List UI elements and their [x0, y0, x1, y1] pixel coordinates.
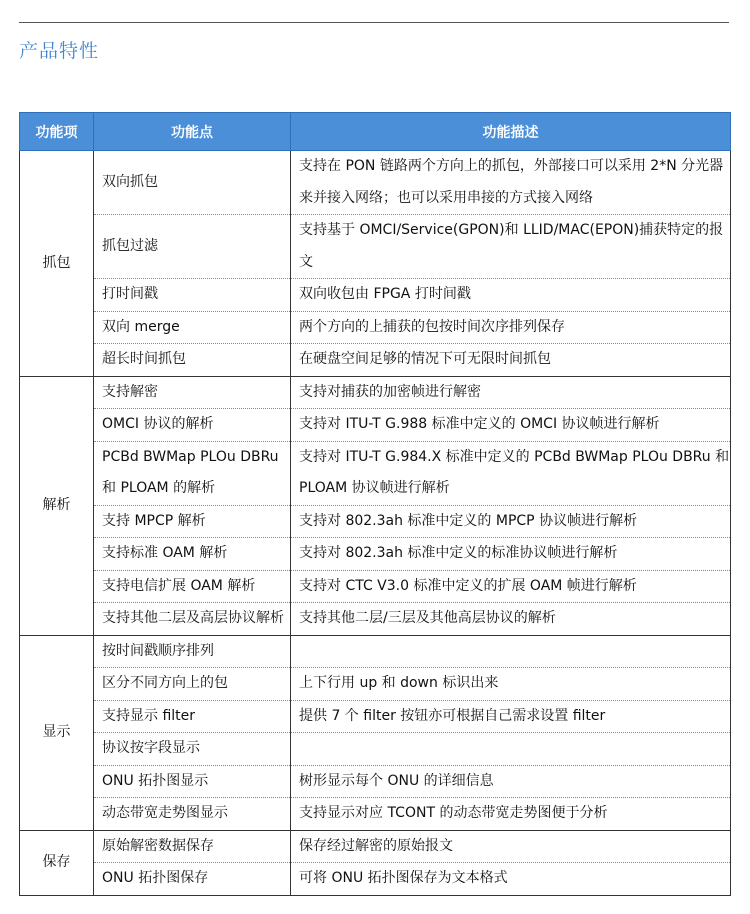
description-cell: 支持其他二层/三层及其他高层协议的解析: [291, 603, 731, 636]
table-row: [20, 863, 731, 896]
feature-cell: 双向 merge: [94, 311, 291, 344]
top-divider: [19, 22, 729, 23]
description-cell: 上下行用 up 和 down 标识出来: [291, 668, 731, 701]
table-row: [20, 151, 731, 215]
feature-cell: 双向抓包: [94, 151, 291, 215]
feature-cell: OMCI 协议的解析: [94, 409, 291, 442]
table-row: [20, 733, 731, 766]
description-cell: 两个方向的上捕获的包按时间次序排列保存: [291, 311, 731, 344]
feature-cell: 支持解密: [94, 376, 291, 409]
description-cell: 支持显示对应 TCONT 的动态带宽走势图便于分析: [291, 798, 731, 831]
description-cell: [291, 733, 731, 766]
description-cell: 支持对 ITU-T G.984.X 标准中定义的 PCBd BWMap PLOu DBRu 和 PLOAM 协议帧进行解析: [291, 441, 731, 505]
feature-cell: 超长时间抓包: [94, 344, 291, 377]
table-header-row: [20, 113, 731, 151]
category-cell: 抓包: [20, 151, 94, 377]
category-cell: 显示: [20, 635, 94, 830]
category-cell: 解析: [20, 376, 94, 635]
description-cell: 支持对 802.3ah 标准中定义的 MPCP 协议帧进行解析: [291, 505, 731, 538]
table-row: [20, 409, 731, 442]
description-cell: 支持对 CTC V3.0 标准中定义的扩展 OAM 帧进行解析: [291, 570, 731, 603]
feature-cell: 支持其他二层及高层协议解析: [94, 603, 291, 636]
table-row: [20, 538, 731, 571]
table-row: [20, 765, 731, 798]
category-cell: 保存: [20, 830, 94, 895]
feature-cell: 协议按字段显示: [94, 733, 291, 766]
feature-cell: 支持电信扩展 OAM 解析: [94, 570, 291, 603]
description-cell: 双向收包由 FPGA 打时间戳: [291, 279, 731, 312]
description-cell: 支持对 802.3ah 标准中定义的标准协议帧进行解析: [291, 538, 731, 571]
feature-cell: 支持标准 OAM 解析: [94, 538, 291, 571]
header-category: 功能项: [20, 113, 94, 151]
table-row: [20, 830, 731, 863]
table-row: [20, 344, 731, 377]
table-row: [20, 279, 731, 312]
feature-cell: ONU 拓扑图显示: [94, 765, 291, 798]
feature-cell: 区分不同方向上的包: [94, 668, 291, 701]
header-feature: 功能点: [94, 113, 291, 151]
table-row: [20, 700, 731, 733]
section-title: 产品特性: [19, 40, 100, 62]
description-cell: 保存经过解密的原始报文: [291, 830, 731, 863]
feature-cell: PCBd BWMap PLOu DBRu 和 PLOAM 的解析: [94, 441, 291, 505]
description-cell: 可将 ONU 拓扑图保存为文本格式: [291, 863, 731, 896]
description-cell: 在硬盘空间足够的情况下可无限时间抓包: [291, 344, 731, 377]
feature-cell: 抓包过滤: [94, 215, 291, 279]
table-row: [20, 798, 731, 831]
description-cell: 支持对捕获的加密帧进行解密: [291, 376, 731, 409]
table-row: [20, 376, 731, 409]
feature-cell: 原始解密数据保存: [94, 830, 291, 863]
table-row: [20, 635, 731, 668]
feature-cell: 打时间戳: [94, 279, 291, 312]
header-description: 功能描述: [291, 113, 731, 151]
table-row: [20, 603, 731, 636]
description-cell: 支持基于 OMCI/Service(GPON)和 LLID/MAC(EPON)捕获特定的报文: [291, 215, 731, 279]
table-row: [20, 668, 731, 701]
description-cell: [291, 635, 731, 668]
description-cell: 支持在 PON 链路两个方向上的抓包，外部接口可以采用 2*N 分光器来并接入网络；也可以采用串接的方式接入网络: [291, 151, 731, 215]
feature-table: [19, 112, 731, 896]
feature-cell: 支持 MPCP 解析: [94, 505, 291, 538]
description-cell: 支持对 ITU-T G.988 标准中定义的 OMCI 协议帧进行解析: [291, 409, 731, 442]
table-row: [20, 570, 731, 603]
table-row: [20, 311, 731, 344]
description-cell: 树形显示每个 ONU 的详细信息: [291, 765, 731, 798]
feature-cell: 动态带宽走势图显示: [94, 798, 291, 831]
feature-cell: ONU 拓扑图保存: [94, 863, 291, 896]
feature-cell: 按时间戳顺序排列: [94, 635, 291, 668]
table-row: [20, 215, 731, 279]
table-row: [20, 505, 731, 538]
feature-cell: 支持显示 filter: [94, 700, 291, 733]
description-cell: 提供 7 个 filter 按钮亦可根据自己需求设置 filter: [291, 700, 731, 733]
table-row: [20, 441, 731, 505]
